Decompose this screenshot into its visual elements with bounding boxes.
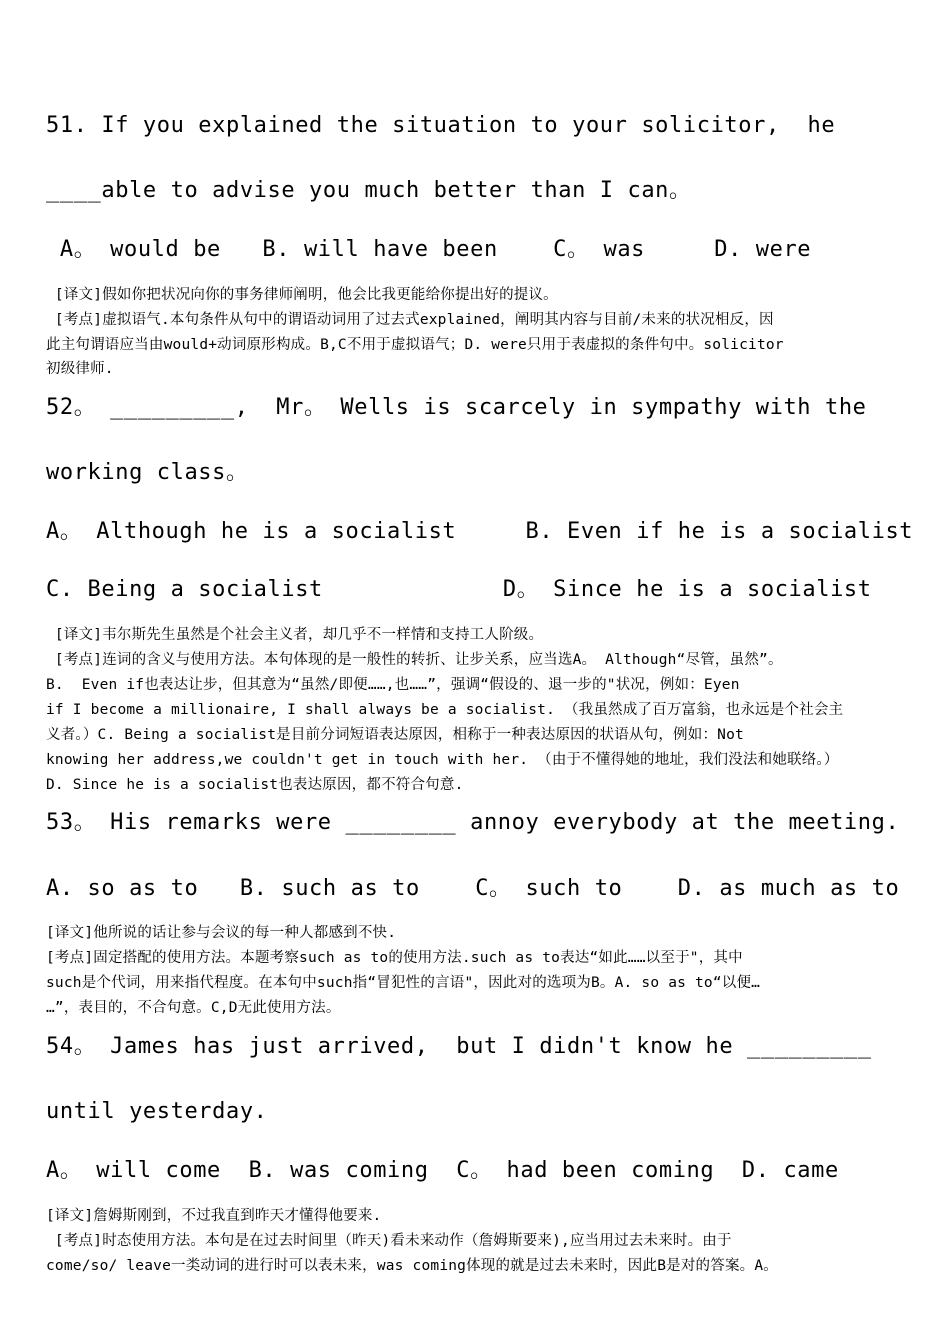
q52-options-line1: A。 Although he is a socialist B. Even if he is a socialist <box>46 519 914 544</box>
q52-note-line: if I become a millionaire, I shall always be a socialist. （我虽然成了百万富翁，也永远是个社会主 <box>46 702 844 718</box>
q53-note-line: [译文]他所说的话让参与会议的每一种人都感到不快. <box>46 925 397 941</box>
q51-options: A。 would be B. will have been C。 was D. were <box>46 237 812 262</box>
q52-stem-line1: 52。 _________, Mr。 Wells is scarcely in sympathy with the <box>46 395 867 420</box>
q52-stem-line2: working class。 <box>46 460 249 485</box>
q53-note-line: such是个代词，用来指代程度。在本句中such指“冒犯性的言语"，因此对的选项为B。A. so as to“以便… <box>46 975 761 991</box>
q53-note-line: [考点]固定搭配的使用方法。本题考察such as to的使用方法.such as to表达“如此……以至于"，其中 <box>46 950 743 966</box>
q54-options: A。 will come B. was coming C。 had been coming D. came <box>46 1158 839 1183</box>
q52-note-line: [考点]连词的含义与使用方法。本句体现的是一般性的转折、让步关系，应当选A。 Although“尽管，虽然”。 <box>46 652 783 668</box>
q51-note-line: [译文]假如你把状况向你的事务律师阐明，他会比我更能给你提出好的提议。 <box>46 287 558 303</box>
q51-note-line: [考点]虚拟语气.本句条件从句中的谓语动词用了过去式explained，阐明其内容与目前/未来的状况相反，因 <box>46 312 774 328</box>
q54-note-line: [考点]时态使用方法。本句是在过去时间里（昨天)看未来动作（詹姆斯要来),应当用过去未来时。由于 <box>46 1233 732 1249</box>
q54-stem-line2: until yesterday. <box>46 1099 268 1124</box>
q51-stem-line2: ____able to advise you much better than I can。 <box>46 178 692 203</box>
q52-note-line: knowing her address,we couldn't get in touch with her. （由于不懂得她的地址，我们没法和她联络。） <box>46 752 839 768</box>
q51-note-line: 此主句谓语应当由would+动词原形构成。B,C不用于虚拟语气；D. were只用于表虚拟的条件句中。solicitor <box>46 337 784 353</box>
q52-note-line: 义者。）C. Being a socialist是目前分词短语表达原因，相称于一种表达原因的状语从句，例如：Not <box>46 727 744 743</box>
q53-stem-line1: 53。 His remarks were ________ annoy everybody at the meeting. <box>46 810 900 835</box>
q54-stem-line1: 54。 James has just arrived, but I didn't know he _________ <box>46 1034 872 1059</box>
q53-note-line: …”，表目的，不合句意。C,D无此使用方法。 <box>46 1000 341 1016</box>
q52-note-line: [译文]韦尔斯先生虽然是个社会主义者，却几乎不一样情和支持工人阶级。 <box>46 627 544 643</box>
q52-options-line2: C. Being a socialist D。 Since he is a socialist <box>46 577 872 602</box>
q54-note-line: come/so/ leave一类动词的进行时可以表未来，was coming体现的就是过去未来时，因此B是对的答案。A。 <box>46 1258 778 1274</box>
q52-note-line: D. Since he is a socialist也表达原因，都不符合句意. <box>46 777 464 793</box>
q52-note-line: B. Even if也表达让步，但其意为“虽然/即便……,也……”，强调“假设的、退一步的"状况，例如：Eyen <box>46 677 740 693</box>
q51-stem-line1: 51. If you explained the situation to your solicitor, he <box>46 113 836 138</box>
q54-note-line: [译文]詹姆斯刚到，不过我直到昨天才懂得他要来. <box>46 1208 382 1224</box>
q53-options: A. so as to B. such as to C。 such to D. as much as to <box>46 876 900 901</box>
q51-note-line: 初级律师. <box>46 361 114 377</box>
